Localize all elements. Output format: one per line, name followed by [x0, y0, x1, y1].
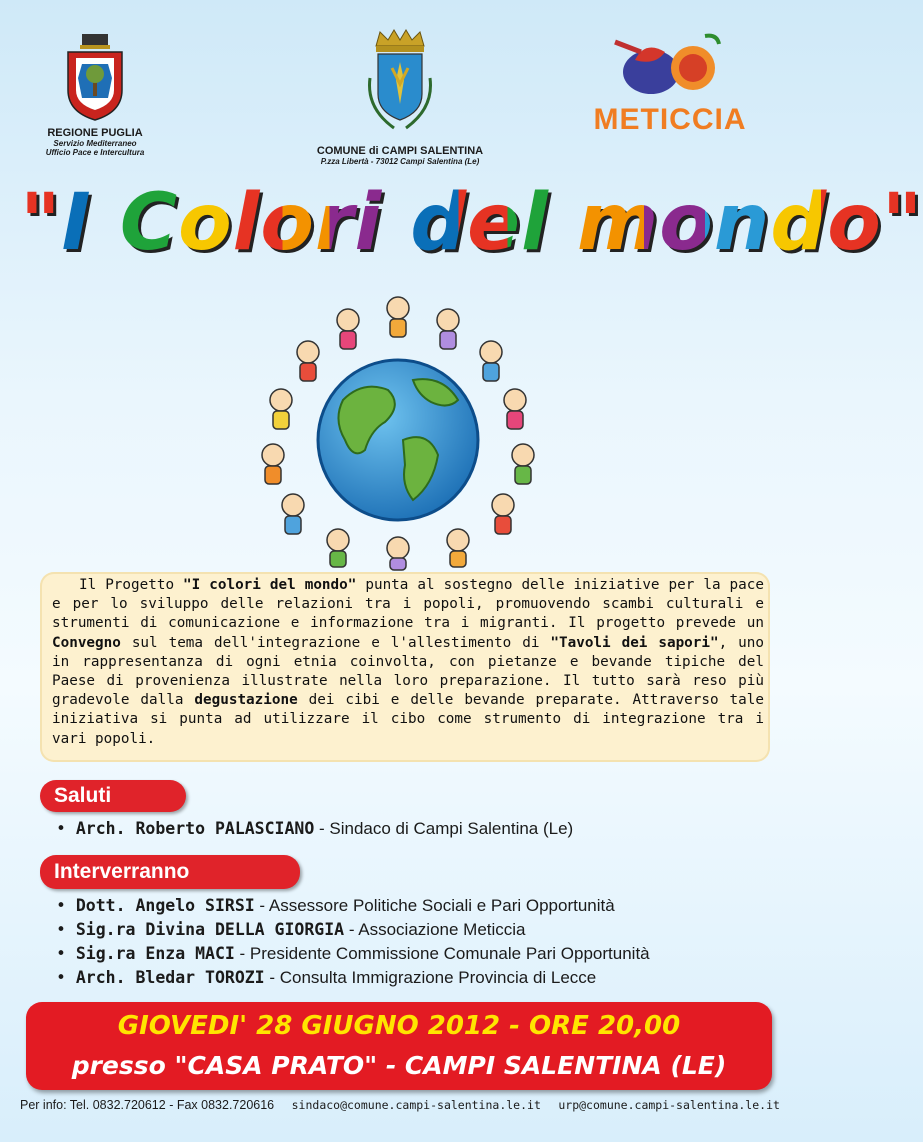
- speaker-role: - Sindaco di Campi Salentina (Le): [314, 819, 574, 838]
- title-word-del: del: [410, 168, 548, 278]
- footer-info: Per info: Tel. 0832.720612 - Fax 0832.720616: [20, 1098, 275, 1112]
- page-title: [20, 168, 923, 278]
- meticcia-logo: [580, 30, 760, 137]
- speaker-name: Arch. Roberto PALASCIANO: [75, 819, 315, 838]
- puglia-crest-icon: [60, 32, 130, 122]
- intro-text-2: punta al sostegno delle iniziative per la pace e per lo sviluppo delle relazioni tra i popoli, promuovendo scambi culturali e strumenti di comunicazione e informazione tra i migranti. Il progetto prevede un: [52, 577, 764, 632]
- intro-bold-project: "I colori del mondo": [183, 577, 357, 593]
- intro-text-3: sul tema dell'integrazione e l'allestimento di: [120, 634, 551, 651]
- title-word-colori: Colori: [120, 168, 382, 278]
- speaker-role: - Presidente Commissione Comunale Pari Opportunità: [234, 944, 650, 963]
- speaker-name: Arch. Bledar TOROZI: [75, 968, 265, 987]
- intro-bold-tavoli: "Tavoli dei sapori": [550, 634, 719, 651]
- event-place: presso "CASA PRATO" - CAMPI SALENTINA (LE): [71, 1051, 727, 1080]
- speaker-role: - Associazione Meticcia: [344, 920, 526, 939]
- title-quote-open: ": [20, 178, 62, 268]
- globe-children-icon: [253, 290, 543, 570]
- speaker-role: - Assessore Politiche Sociali e Pari Opportunità: [254, 896, 615, 915]
- regione-puglia-logo: [30, 32, 160, 157]
- list-item: • Sig.ra Divina DELLA GIORGIA - Associazione Meticcia: [56, 920, 526, 939]
- speaker-name: Sig.ra Divina DELLA GIORGIA: [75, 920, 345, 939]
- event-date: GIOVEDI' 28 GIUGNO 2012 - ORE 20,00: [117, 1011, 681, 1041]
- list-item: • Sig.ra Enza MACI - Presidente Commissione Comunale Pari Opportunità: [56, 944, 650, 963]
- regione-servizio: Servizio Mediterraneo: [53, 139, 137, 148]
- regione-puglia-label: REGIONE PUGLIA: [47, 127, 143, 139]
- footer-email-sindaco[interactable]: sindaco@comune.campi-salentina.le.it: [291, 1098, 541, 1112]
- comune-logo: [300, 28, 500, 166]
- regione-ufficio: Ufficio Pace e Intercultura: [45, 148, 145, 157]
- meticcia-figure-icon: [605, 30, 735, 98]
- comune-label: COMUNE di CAMPI SALENTINA: [316, 145, 484, 157]
- intro-bold-convegno: Convegno: [52, 634, 121, 651]
- title-word-mondo: mondo: [577, 168, 882, 278]
- intro-bold-degustazione: degustazione: [194, 692, 298, 709]
- list-item: • Dott. Angelo SIRSI - Assessore Politiche Sociali e Pari Opportunità: [56, 896, 615, 915]
- list-item: • Arch. Roberto PALASCIANO - Sindaco di Campi Salentina (Le): [56, 819, 574, 838]
- list-item: • Arch. Bledar TOROZI - Consulta Immigrazione Provincia di Lecce: [56, 968, 597, 987]
- footer: [20, 1098, 780, 1112]
- speaker-role: - Consulta Immigrazione Provincia di Lecce: [264, 968, 597, 987]
- comune-crest-icon: [360, 28, 440, 140]
- intro-paragraph: [52, 576, 764, 749]
- footer-email-urp[interactable]: urp@comune.campi-salentina.le.it: [558, 1098, 780, 1112]
- intro-text-5: dei cibi e delle bevande preparate. Attraverso tale iniziativa si punta ad utilizzare il cibo come strumento di integrazione tra i vari popoli.: [52, 692, 764, 747]
- speaker-name: Sig.ra Enza MACI: [75, 944, 235, 963]
- meticcia-text: METICCIA: [593, 103, 747, 136]
- title-word-i: I: [61, 178, 92, 268]
- comune-address: P.zza Libertà - 73012 Campi Salentina (Le): [320, 157, 480, 166]
- interverranno-label: Interverranno: [40, 855, 300, 889]
- speaker-name: Dott. Angelo SIRSI: [75, 896, 255, 915]
- globe-illustration: [253, 290, 543, 570]
- intro-text-1: Il Progetto: [78, 577, 184, 593]
- intro-text-4: , uno in rappresentanza di ogni etnia coinvolta, con pietanze e bevande tipiche del Paese di provenienza illustrate nella loro preparazione. Il tutto sarà reso più gradevole dalla: [52, 634, 764, 709]
- title-quote-close: ": [881, 178, 923, 268]
- saluti-label: Saluti: [40, 780, 186, 812]
